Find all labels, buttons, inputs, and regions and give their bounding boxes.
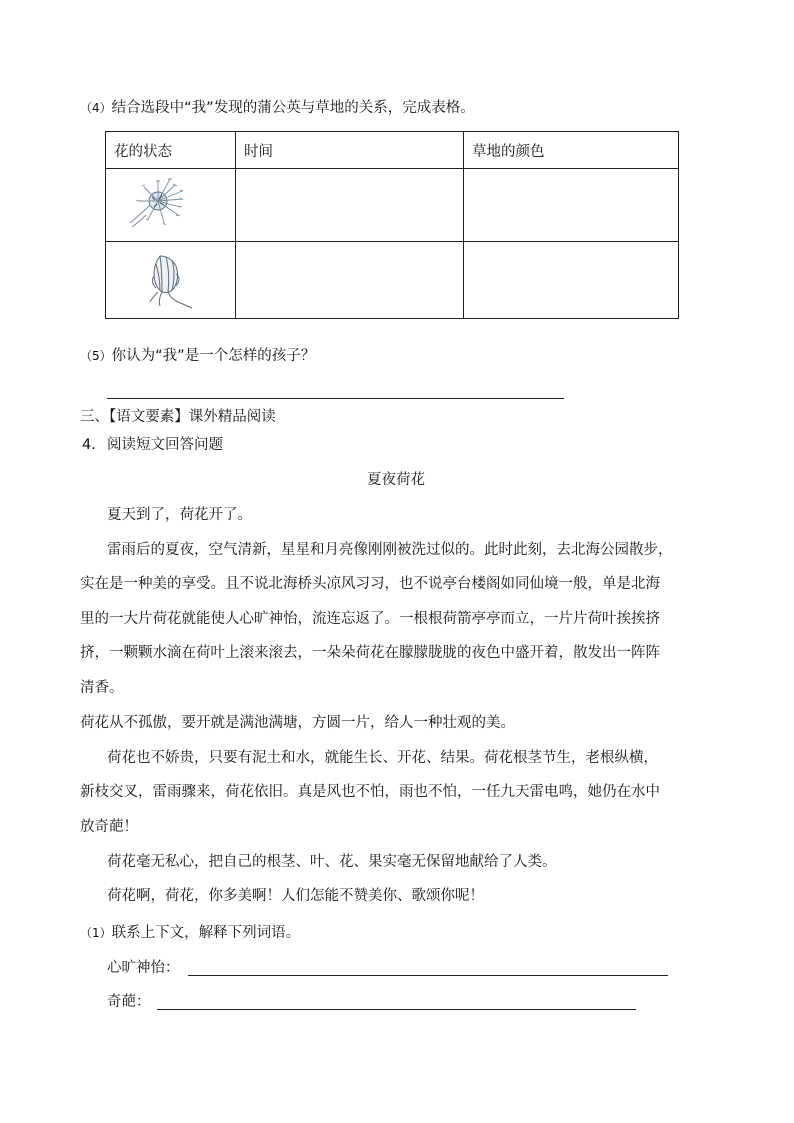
table-row <box>106 242 679 319</box>
flower-state-cell <box>106 242 236 319</box>
q1-prompt <box>80 926 300 941</box>
q1-text: 联系上下文，解释下列词语。 <box>111 925 301 941</box>
time-cell[interactable] <box>236 242 464 319</box>
q1-term1-answer-line[interactable] <box>188 975 668 976</box>
passage-p6: 荷花啊，荷花，你多美啊！人们怎能不赞美你、歌颂你呢！ <box>107 888 484 904</box>
q5-answer-line[interactable] <box>107 398 564 399</box>
item-4-number: 4. <box>82 437 96 453</box>
header-time: 时间 <box>236 132 464 169</box>
q1-term1-label: 心旷神怡： <box>107 960 180 976</box>
q5-close-paren: ） <box>99 349 112 363</box>
q4-close-paren: ） <box>99 101 112 115</box>
q1-term2-label: 奇葩： <box>107 994 151 1010</box>
q4-prompt <box>80 101 475 116</box>
q5-open-paren: （ <box>80 349 93 363</box>
header-grass-color: 草地的颜色 <box>464 132 679 169</box>
closed-dandelion-icon <box>132 248 202 312</box>
section-3-title: 三、【语文要素】课外精品阅读 <box>80 409 276 425</box>
item-4-instruction: 阅读短文回答问题 <box>107 437 223 453</box>
passage-p2-line1: 雷雨后的夏夜，空气清新，星星和月亮像刚刚被洗过似的。此时此刻，去北海公园散步， <box>107 542 673 558</box>
passage-p2-line5: 清香。 <box>80 680 124 696</box>
passage-p4-line3: 放奇葩！ <box>80 819 138 835</box>
q4-number: 4 <box>92 101 100 115</box>
passage-title: 夏夜荷花 <box>367 472 425 488</box>
passage-p3: 荷花从不孤傲，要开就是满池满塘，方圆一片，给人一种壮观的美。 <box>80 715 515 731</box>
passage-p2-line3: 里的一大片荷花就能使人心旷神怡，流连忘返了。一根根荷箭亭亭而立，一片片荷叶挨挨挤 <box>80 611 660 627</box>
q1-term2-answer-line[interactable] <box>157 1009 636 1010</box>
q1-number: 1 <box>92 926 100 940</box>
flower-status-table <box>105 131 679 319</box>
open-dandelion-icon <box>120 175 190 235</box>
grass-color-cell[interactable] <box>464 242 679 319</box>
q5-number: 5 <box>92 349 100 363</box>
passage-p2-line4: 挤，一颗颗水滴在荷叶上滚来滚去，一朵朵荷花在朦朦胧胧的夜色中盛开着，散发出一阵阵 <box>80 645 660 661</box>
passage-p1: 夏天到了，荷花开了。 <box>107 507 252 523</box>
passage-p2-line2: 实在是一种美的享受。且不说北海桥头凉风习习，也不说亭台楼阁如同仙境一般，单是北海 <box>80 576 660 592</box>
time-cell[interactable] <box>236 169 464 242</box>
q4-text: 结合选段中“我”发现的蒲公英与草地的关系，完成表格。 <box>111 100 475 116</box>
table-row <box>106 169 679 242</box>
passage-p4-line1: 荷花也不娇贵，只要有泥土和水，就能生长、开花、结果。荷花根茎节生，老根纵横， <box>107 750 658 766</box>
q1-open-paren: （ <box>80 926 93 940</box>
table-header-row <box>106 132 679 169</box>
grass-color-cell[interactable] <box>464 169 679 242</box>
q1-close-paren: ） <box>99 926 112 940</box>
header-flower-state: 花的状态 <box>106 132 236 169</box>
flower-state-cell <box>106 169 236 242</box>
q5-prompt <box>80 349 315 364</box>
q4-open-paren: （ <box>80 101 93 115</box>
passage-p4-line2: 新枝交叉，雷雨骤来，荷花依旧。真是风也不怕，雨也不怕，一任九天雷电鸣，她仍在水中 <box>80 784 660 800</box>
passage-p5: 荷花毫无私心，把自己的根茎、叶、花、果实毫无保留地献给了人类。 <box>107 854 557 870</box>
q5-text: 你认为“我”是一个怎样的孩子？ <box>111 348 316 364</box>
